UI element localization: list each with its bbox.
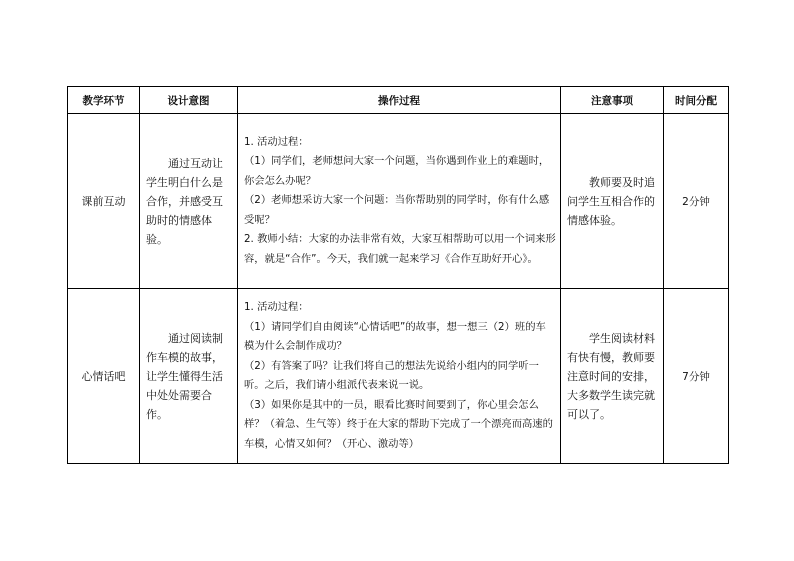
time-cell: 7分钟 [664, 289, 729, 464]
process-step: （2）有答案了吗？让我们将自己的想法先说给小组内的同学听一听。之后，我们请小组派代表来说一说。 [244, 359, 539, 391]
header-time: 时间分配 [664, 87, 729, 114]
header-stage: 教学环节 [68, 87, 140, 114]
process-cell [238, 289, 561, 464]
header-process: 操作过程 [238, 87, 561, 114]
notes-cell [561, 289, 664, 464]
intent-cell [140, 289, 238, 464]
header-notes: 注意事项 [561, 87, 664, 114]
intent-text: 通过互动让学生明白什么是合作，并感受互助时的情感体验。 [146, 156, 223, 246]
process-step: （1）请同学们自由阅读“心情话吧”的故事，想一想三（2）班的车模为什么会制作成功？ [244, 320, 546, 352]
time-cell: 2分钟 [664, 114, 729, 289]
intent-text: 通过阅读制作车模的故事，让学生懂得生活中处处需要合作。 [146, 331, 223, 421]
notes-text: 学生阅读材料有快有慢，教师要注意时间的安排，大多数学生读完就可以了。 [567, 331, 655, 421]
process-step: （3）如果你是其中的一员，眼看比赛时间要到了，你心里会怎么样？（着急、生气等）终于在大家的帮助下完成了一个漂亮而高速的车模，心情又如何？（开心、激动等） [244, 398, 553, 450]
process-step: （1）同学们，老师想问大家一个问题，当你遇到作业上的难题时，你会怎么办呢？ [244, 155, 550, 187]
process-step: 1. 活动过程： [244, 135, 309, 148]
lesson-plan-table [67, 86, 729, 464]
notes-cell [561, 114, 664, 289]
process-step: 2. 教师小结：大家的办法非常有效，大家互相帮助可以用一个词来形容，就是“合作”。今天，我们就一起来学习《合作互助好开心》。 [244, 233, 556, 265]
process-step: （2）老师想采访大家一个问题：当你帮助别的同学时，你有什么感受呢？ [244, 194, 550, 226]
stage-cell: 心情话吧 [68, 289, 140, 464]
table-row [68, 114, 729, 289]
table-row [68, 289, 729, 464]
header-row [68, 87, 729, 114]
notes-text: 教师要及时追问学生互相合作的情感体验。 [567, 175, 655, 227]
process-step: 1. 活动过程： [244, 301, 309, 313]
header-intent: 设计意图 [140, 87, 238, 114]
process-cell [238, 114, 561, 289]
stage-cell: 课前互动 [68, 114, 140, 289]
intent-cell [140, 114, 238, 289]
